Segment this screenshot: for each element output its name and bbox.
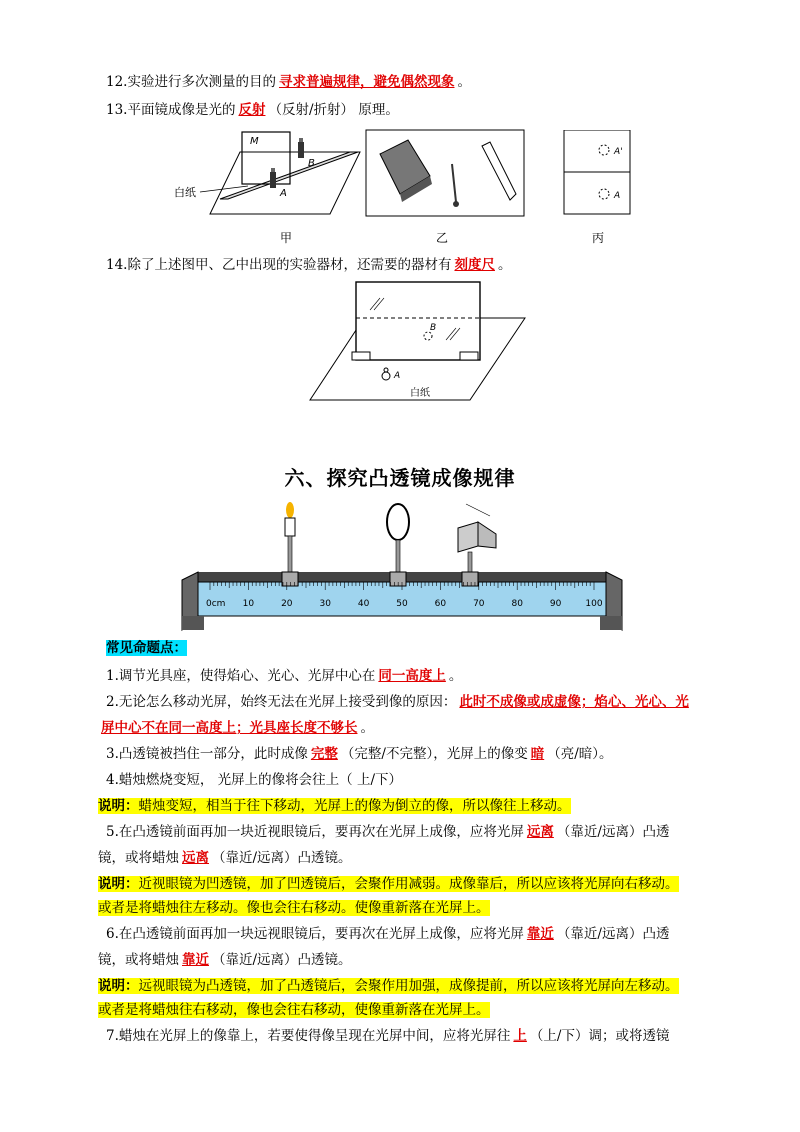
note-5-text-b: 或者是将蜡烛往左移动。像也会往右移动。使像重新落在光屏上。 [98,900,490,916]
caption-yi: 乙 [436,231,449,245]
p7-answer: 上 [513,1028,527,1044]
figure-glass-plate [300,280,530,410]
label-m: M [250,136,259,147]
ruler-label: 50 [396,599,408,609]
heading-common-points [106,638,187,658]
point-5-line-1 [106,822,669,842]
note-4-label: 说明： [98,798,139,814]
label-white-paper: 白纸 [174,186,196,199]
point-2-line-1 [106,692,692,712]
ruler-label: 70 [473,599,485,609]
note-5-line-2 [98,898,490,918]
section-title: 六、探究凸透镜成像规律 [284,466,516,490]
p2-prefix: 2.无论怎么移动光屏，始终无法在光屏上接受到像的原因： [106,694,457,710]
label-a: A [280,188,287,199]
p3-mid: （完整/不完整），光屏上的像变 [340,746,528,762]
q12-prefix: 12.实验进行多次测量的目的 [106,74,276,90]
p3-prefix: 3.凸透镜被挡住一部分，此时成像 [106,746,308,762]
figure-jia [174,132,360,245]
p1-answer: 同一高度上 [378,668,446,684]
note-4 [98,796,571,816]
figure-yi [366,130,524,245]
p6-suffix: （靠近/远离）凸透镜。 [212,952,352,968]
note-6-line-2 [98,1000,490,1020]
note-6-line-1 [98,976,679,996]
q13-prefix: 13.平面镜成像是光的 [106,102,236,118]
p7-suffix: （上/下）调；或将透镜 [529,1028,670,1044]
p3-answer-2: 暗 [530,746,545,762]
point-5-line-2 [98,848,352,868]
p6-line2-prefix: 镜，或将蜡烛 [98,952,179,968]
label-white-paper-2: 白纸 [410,388,430,399]
screen [458,504,496,576]
point-4 [106,770,402,790]
p5-line2-prefix: 镜，或将蜡烛 [98,850,179,866]
ruler-label: 80 [511,599,523,609]
p3-answer-1: 完整 [310,746,338,762]
caption-bing: 丙 [592,231,605,245]
point-2-line-2 [98,718,374,738]
p1-suffix: 。 [448,668,463,684]
p2-answer-b: 屏中心不在同一高度上；光具座长度不够长 [101,720,358,736]
question-14 [106,255,511,275]
point-3 [106,744,613,764]
q14-answer: 刻度尺 [454,257,495,273]
p3-suffix: （亮/暗）。 [547,746,613,762]
label-a2: A [394,371,401,381]
q14-prefix: 14.除了上述图甲、乙中出现的实验器材，还需要的器材有 [106,257,452,273]
optical-bench-figure [178,496,626,636]
question-13 [106,100,399,120]
label-a-prime: A' [614,147,623,157]
candle [285,502,295,576]
ruler-label: 60 [434,599,447,609]
note-6-label: 说明： [98,978,139,994]
note-5-text-a: 近视眼镜为凹透镜，加了凹透镜后，会聚作用减弱。成像靠后，所以应该将光屏向右移动。 [138,876,679,892]
figure-mirror-apparatus [170,124,540,250]
heading-text: 常见命题点： [106,640,187,656]
p5-suffix: （靠近/远离）凸透镜。 [212,850,352,866]
ruler-label: 90 [549,599,562,609]
p5-answer-2: 远离 [182,850,209,866]
lens [387,504,409,576]
ruler-label: 10 [242,599,255,609]
point-6-line-1 [106,924,669,944]
ruler-label: 0cm [206,599,226,609]
point-7 [106,1026,669,1046]
label-b2: B [430,323,437,333]
q12-suffix: 。 [457,74,471,90]
p5-prefix: 5.在凸透镜前面再加一块近视眼镜后，要再次在光屏上成像，应将光屏 [106,824,524,840]
p6-mid: （靠近/远离）凸透 [556,926,670,942]
q13-answer: 反射 [238,102,266,118]
note-4-text: 蜡烛变短，相当于往下移动，光屏上的像为倒立的像，所以像往上移动。 [138,798,571,814]
figure-bing [562,130,634,250]
p5-answer-1: 远离 [526,824,554,840]
p7-prefix: 7.蜡烛在光屏上的像靠上，若要使得像呈现在光屏中间，应将光屏往 [106,1028,511,1044]
ruler-label: 100 [585,599,603,609]
note-6-text-a: 远视眼镜为凸透镜，加了凸透镜后，会聚作用加强，成像提前，所以应该将光屏向左移动。 [138,978,679,994]
p6-prefix: 6.在凸透镜前面再加一块远视眼镜后，要再次在光屏上成像，应将光屏 [106,926,524,942]
caption-jia: 甲 [280,231,293,245]
p2-suffix: 。 [360,720,374,736]
p4-text: 4.蜡烛燃烧变短， 光屏上的像将会往上（ 上/下） [106,772,403,788]
point-6-line-2 [98,950,352,970]
p5-mid: （靠近/远离）凸透 [556,824,670,840]
point-1 [106,666,462,686]
q14-suffix: 。 [497,257,512,273]
ruler-label: 20 [281,599,293,609]
label-b: B [308,158,315,169]
note-5-line-1 [98,874,679,894]
p1-prefix: 1.调节光具座，使得焰心、光心、光屏中心在 [106,668,376,684]
q12-answer: 寻求普遍规律，避免偶然现象 [278,74,455,90]
p2-answer-a: 此时不成像或成虚像；焰心、光心、光 [459,694,689,710]
p6-answer-1: 靠近 [526,926,554,942]
note-5-label: 说明： [98,876,139,892]
q13-suffix: （反射/折射） 原理。 [268,102,399,118]
question-12 [106,72,471,92]
p6-answer-2: 靠近 [182,952,209,968]
ruler-label: 30 [319,599,331,609]
note-6-text-b: 或者是将蜡烛往右移动，像也会往右移动，使像重新落在光屏上。 [98,1002,490,1018]
label-a-bing: A [614,191,621,201]
ruler-label: 40 [357,599,370,609]
